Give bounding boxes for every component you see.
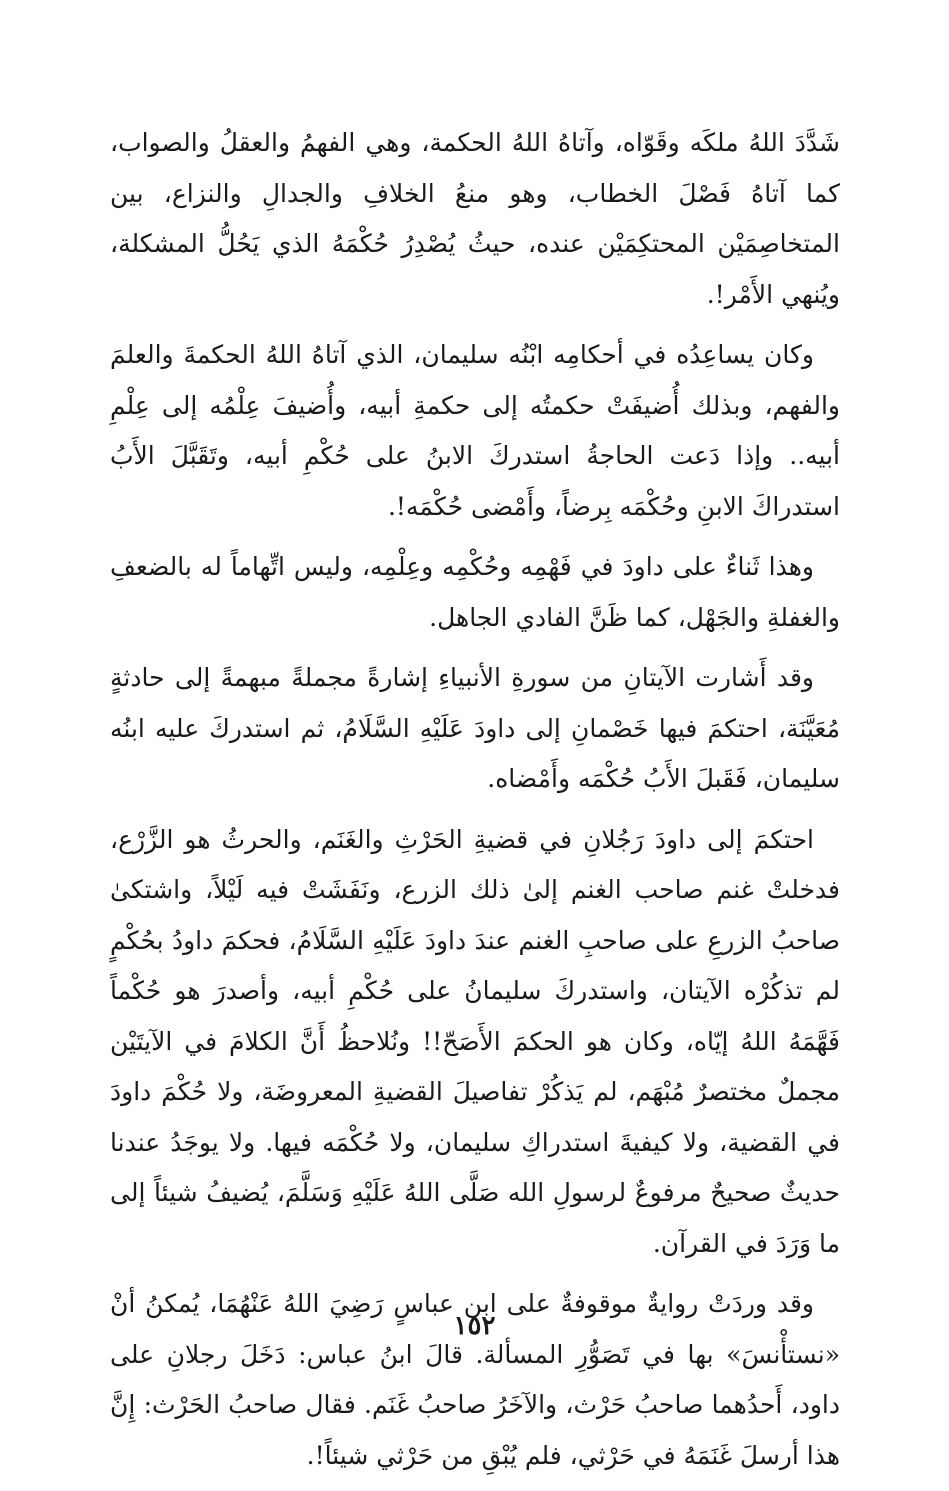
paragraph: وهذا ثَناءٌ على داودَ في فَهْمِه وحُكْمِه وعِلْمِه، وليس اتِّهاماً له بالضعفِ والغفلةِ والجَهْل، كما ظَنَّ الفادي الجاهل. — [110, 552, 840, 632]
paragraph: وقد أَشارت الآيتانِ من سورةِ الأنبياءِ إشارةً مجملةً مبهمةً إلى حادثةٍ مُعَيَّنَة، احتكمَ فيها خَصْمانِ إلى داودَ عَلَيْهِ السَّلَامُ، ثم استدركَ عليه ابنُه سليمان، فَقَبلَ الأَبُ حُكْمَه وأَمْضاه. — [110, 663, 840, 793]
paragraph: وقد وردَتْ روايةٌ موقوفةٌ على ابن عباسٍ رَضِيَ اللهُ عَنْهُمَا، يُمكنُ أنْ «نستأْنسَ» بها في تَصَوُّرِ المسألة. قالَ ابنُ عباس: دَخَلَ رجلانِ على داود، أَحدُهما صاحبُ حَرْث، والآخَرُ صاحبُ غَنَم. فقال صاحبُ الحَرْث: إِنَّ هذا أرسلَ غَنَمَهُ في حَرْثي، فلم يُبْقِ من حَرْثي شيئاً!. — [110, 1289, 840, 1470]
paragraph: احتكمَ إلى داودَ رَجُلانِ في قضيةِ الحَرْثِ والغَنَم، والحرثُ هو الزَّرْع، فدخلتْ غنم صاحب الغنم إلىٰ ذلك الزرع، ونَفَشَتْ فيه لَيْلاً، واشتكىٰ صاحبُ الزرعِ على صاحبِ الغنم عندَ داودَ عَلَيْهِ السَّلَامُ، فحكمَ داودُ بحُكْمٍ لم تذكُرْه الآيتان، واستدركَ سليمانُ على حُكْمِ أبيه، وأصدرَ هو حُكْماً فَهَّمَهُ اللهُ إيّاه، وكان هو الحكمَ الأَصَحّ!! ونُلاحظُ أَنَّ الكلامَ في الآيتَيْن مجملٌ مختصرٌ مُبْهَم، لم يَذكُرْ تفاصيلَ القضيةِ المعروضَة، ولا حُكْمَ داودَ في القضية، ولا كيفيةَ استدراكِ سليمان، ولا حُكْمَه فيها. ولا يوجَدُ عندنا حديثٌ صحيحٌ مرفوعٌ لرسولِ الله صَلَّى اللهُ عَلَيْهِ وَسَلَّمَ، يُضيفُ شيئاً إلى ما وَرَدَ في القرآن. — [110, 824, 840, 1258]
paragraph: شَدَّدَ اللهُ ملكَه وقَوّاه، وآتاهُ اللهُ الحكمة، وهي الفهمُ والعقلُ والصواب، كما آتاهُ فَصْلَ الخطاب، وهو منعُ الخلافِ والجدالِ والنزاع، بين المتخاصِمَيْن المحتكِمَيْن عنده، حيثُ يُصْدِرُ حُكْمَهُ الذي يَحُلُّ المشكلة، ويُنهي الأَمْر!. — [110, 128, 840, 309]
page-number: ١٥٢ — [453, 1311, 496, 1341]
body-text — [110, 118, 840, 1491]
paragraph: وكان يساعِدُه في أحكامِه ابْنُه سليمان، الذي آتاهُ اللهُ الحكمةَ والعلمَ والفهم، وبذلك أُضيفَتْ حكمتُه إلى حكمةِ أبيه، وأُضيفَ عِلْمُه إلى عِلْمِ أبيه.. وإذا دَعت الحاجةُ استدركَ الابنُ على حُكْمِ أبيه، وتَقَبَّلَ الأَبُ استدراكَ الابنِ وحُكْمَه بِرضاً، وأَمْضى حُكْمَه!. — [110, 340, 840, 521]
